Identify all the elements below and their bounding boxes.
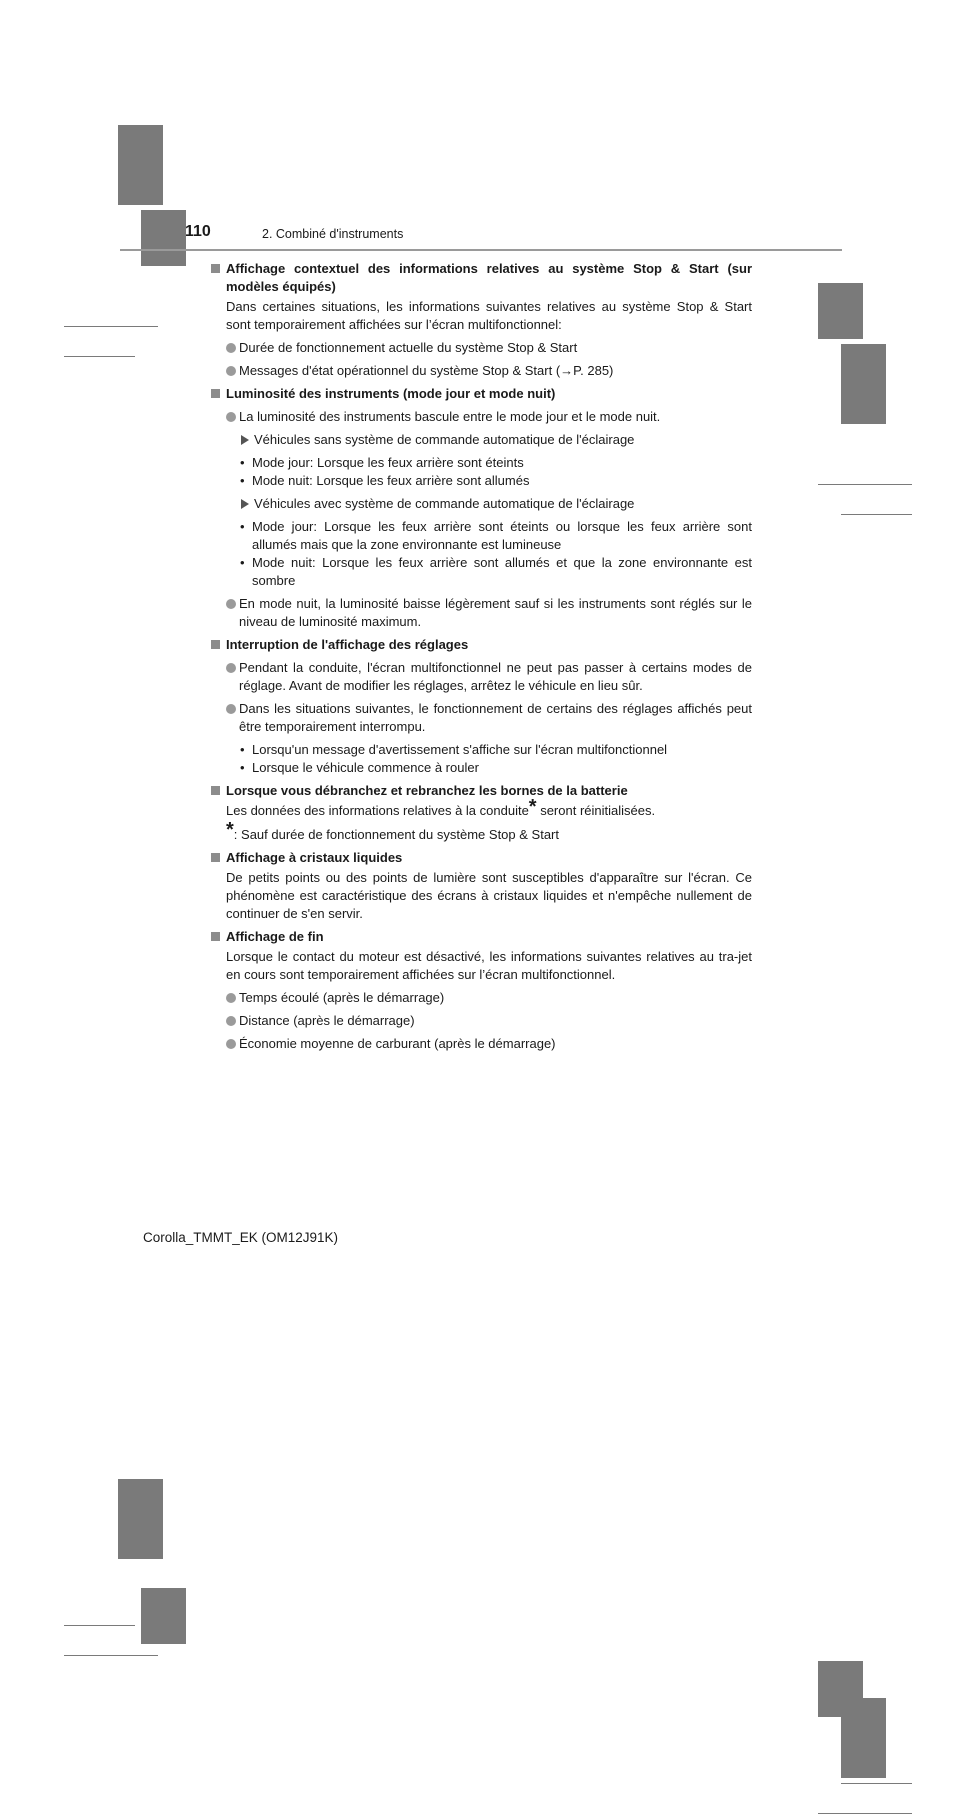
dash-item: • Mode nuit: Lorsque les feux arrière sont allumés et que la zone environnante est sombre (240, 555, 752, 588)
page-content (210, 260, 752, 1053)
list-item: Messages d'état opérationnel du système Stop & Start (→P. 285) (210, 362, 752, 380)
circle-bullet-icon (226, 1016, 236, 1026)
circle-bullet-icon (226, 366, 236, 376)
circle-bullet-icon (226, 412, 236, 422)
variant-heading: Véhicules avec système de commande automatique de l'éclairage (210, 495, 752, 513)
circle-bullet-icon (226, 663, 236, 673)
list-item: Durée de fonctionnement actuelle du système Stop & Start (210, 339, 752, 357)
square-bullet-icon (211, 932, 220, 941)
crop-mark (841, 1783, 912, 1784)
triangle-marker-icon (241, 499, 249, 509)
dash-item: • Lorsque le véhicule commence à rouler (240, 760, 479, 775)
section-title: 2. Combiné d'instruments (262, 227, 404, 241)
circle-bullet-icon (226, 993, 236, 1003)
list-item: Pendant la conduite, l'écran multifonctionnel ne peut pas passer à certains modes de réglage. Avant de modifier les réglages, arrêtez le véhicule en lieu sûr. (210, 659, 752, 695)
section-heading: Affichage de fin (210, 928, 752, 946)
variant-heading: Véhicules sans système de commande automatique de l'éclairage (210, 431, 752, 449)
list-item: Économie moyenne de carburant (après le démarrage) (210, 1035, 752, 1053)
footer-text: Corolla_TMMT_EK (OM12J91K) (143, 1230, 339, 1245)
list-item: Distance (après le démarrage) (210, 1012, 752, 1030)
circle-bullet-icon (226, 343, 236, 353)
footnote-marker: * (528, 795, 537, 818)
crop-mark (141, 210, 186, 266)
crop-mark (818, 283, 863, 339)
crop-mark (141, 1588, 186, 1644)
square-bullet-icon (211, 853, 220, 862)
paragraph: Lorsque le contact du moteur est désactivé, les informations suivantes relatives au tra-jet en cours sont temporairement affichées sur l’écran multifonctionnel. (226, 949, 752, 982)
square-bullet-icon (211, 640, 220, 649)
crop-mark (118, 1479, 163, 1559)
circle-bullet-icon (226, 599, 236, 609)
crop-mark (64, 356, 135, 357)
section-heading: Affichage à cristaux liquides (210, 849, 752, 867)
crop-mark (841, 1698, 886, 1778)
triangle-marker-icon (241, 435, 249, 445)
paragraph: Les données des informations relatives à la conduite* seront réinitialisées. (226, 795, 656, 818)
paragraph: De petits points ou des points de lumière sont susceptibles d'apparaître sur l'écran. Ce phénomène est caractéristique des écrans à cristaux liquides et n'empêche nullement de continuer de s'en servir. (226, 870, 752, 921)
circle-bullet-icon (226, 1039, 236, 1049)
crop-mark (64, 1625, 135, 1626)
section-heading: Lorsque vous débranchez et rebranchez les bornes de la batterie (210, 782, 752, 800)
page-number: 110 (185, 223, 211, 240)
list-item: La luminosité des instruments bascule entre le mode jour et le mode nuit. (210, 408, 752, 426)
square-bullet-icon (211, 786, 220, 795)
dash-item: • Lorsqu'un message d'avertissement s'affiche sur l'écran multifonctionnel (240, 742, 668, 757)
dash-item: • Mode jour: Lorsque les feux arrière sont éteints ou lorsque les feux arrière sont allumés mais que la zone environnante est lumineuse (240, 519, 752, 552)
list-item: Temps écoulé (après le démarrage) (210, 989, 752, 1007)
crop-mark (841, 344, 886, 424)
square-bullet-icon (211, 264, 220, 273)
crop-mark (841, 514, 912, 515)
list-item: En mode nuit, la luminosité baisse légèrement sauf si les instruments sont réglés sur le niveau de luminosité maximum. (210, 595, 752, 631)
section-heading: Interruption de l'affichage des réglages (210, 636, 752, 654)
header-rule (120, 249, 842, 251)
crop-mark (818, 484, 912, 485)
dash-item: • Mode jour: Lorsque les feux arrière sont éteints (240, 455, 524, 470)
list-item: Dans les situations suivantes, le fonctionnement de certains des réglages affichés peut être temporairement interrompu. (210, 700, 752, 736)
crop-mark (118, 125, 163, 205)
square-bullet-icon (211, 389, 220, 398)
footnote: *: Sauf durée de fonctionnement du système Stop & Start (226, 819, 559, 842)
circle-bullet-icon (226, 704, 236, 714)
paragraph: Dans certaines situations, les informations suivantes relatives au système Stop & Start sont temporairement affichées sur l’écran multifonctionnel: (226, 299, 752, 332)
crop-mark (64, 1655, 158, 1656)
crop-mark (64, 326, 158, 327)
section-heading: Luminosité des instruments (mode jour et mode nuit) (210, 385, 752, 403)
dash-item: • Mode nuit: Lorsque les feux arrière sont allumés (240, 473, 530, 488)
section-heading: Affichage contextuel des informations relatives au système Stop & Start (sur modèles équipés) (210, 260, 752, 296)
